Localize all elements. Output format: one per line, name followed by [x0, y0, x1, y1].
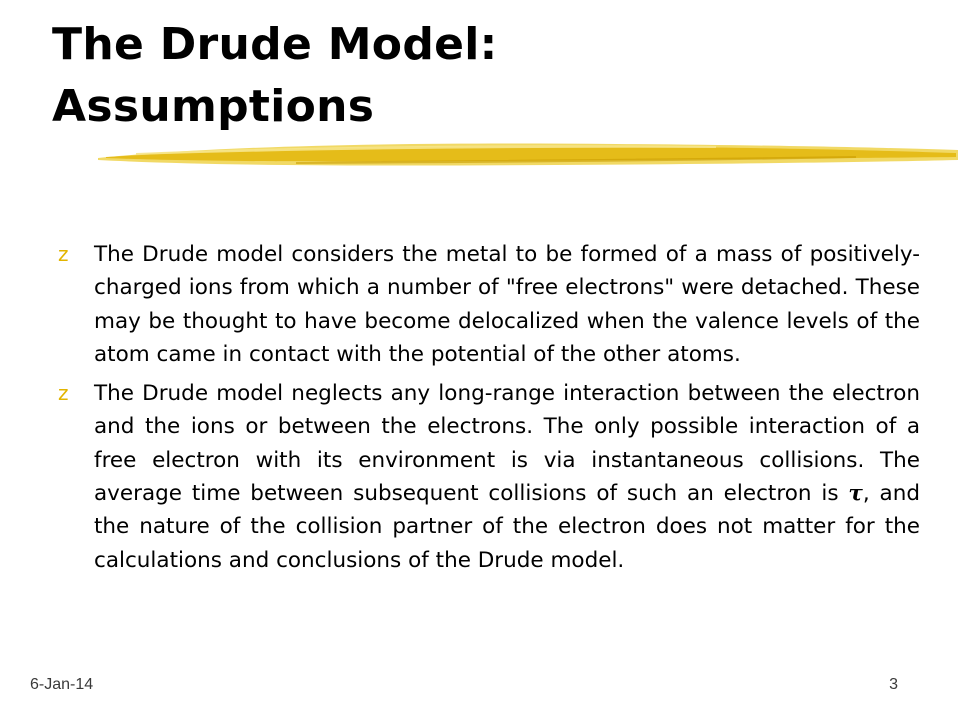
slide-title-line-1: The Drude Model: [52, 19, 498, 70]
footer-date: 6-Jan-14 [30, 676, 94, 693]
bullet-text: The Drude model considers the metal to be formed of a mass of positively-charged ions from which a number of "free electrons" were detached. These may be thought to have become delocalized when the valence levels of the atom came in contact with the potential of the other atoms. [94, 242, 920, 367]
slide-title-line-2: Assumptions [52, 81, 375, 132]
bullet-marker-icon: z [58, 381, 69, 406]
tau-symbol: τ [848, 481, 863, 507]
slide-title [52, 14, 932, 138]
bullet-item [58, 377, 920, 577]
title-underline-brushstroke [96, 136, 960, 176]
bullet-text-after-symbol: , and the nature of the collision partner of the electron does not matter for the calculations and conclusions of the Drude model. [94, 481, 920, 573]
bullet-item [58, 238, 920, 371]
bullet-marker-icon: z [58, 242, 69, 266]
bullet-text-before-symbol: The Drude model neglects any long-range interaction between the electron and the ions or between the electrons. The only possible interaction of a free electron with its environment is via instantaneous collisions. The average time between subsequent collisions of such an electron is [94, 381, 920, 507]
bullet-list [58, 238, 920, 583]
page-number: 3 [889, 676, 898, 693]
